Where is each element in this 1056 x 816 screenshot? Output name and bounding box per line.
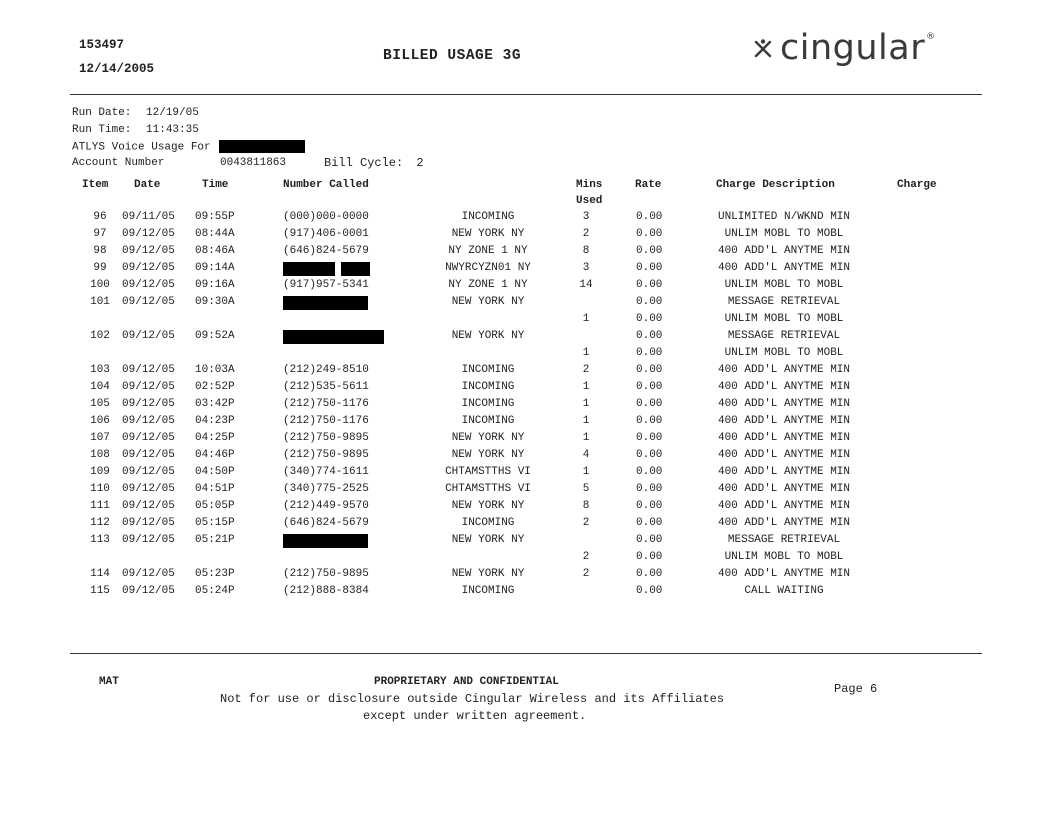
cell-desc: 400 ADD'L ANYTME MIN [717,517,851,529]
cell-time: 05:23P [195,568,235,580]
cell-desc: 400 ADD'L ANYTME MIN [717,381,851,393]
cell-desc: UNLIMITED N/WKND MIN [717,211,851,223]
run-time-value: 11:43:35 [146,124,199,136]
cell-to: INCOMING [461,398,515,410]
cell-mins: 1 [582,347,590,359]
table-row [0,228,1056,245]
bill-cycle-value: 2 [416,156,424,170]
footer-disclaimer-line2: except under written agreement. [363,709,587,723]
cell-number: (917)406-0001 [283,228,369,240]
column-header-rate: Rate [635,179,662,191]
cell-rate: 0.00 [636,432,663,444]
cell-to: NEW YORK NY [451,500,525,512]
cell-rate: 0.00 [636,398,663,410]
cell-desc: 400 ADD'L ANYTME MIN [717,500,851,512]
cell-number: (212)535-5611 [283,381,369,393]
cell-item: 96 [93,211,107,223]
voice-usage-line [72,140,305,153]
cell-rate: 0.00 [636,483,663,495]
cell-rate: 0.00 [636,262,663,274]
cell-rate: 0.00 [636,381,663,393]
page-number: Page 6 [834,682,878,696]
cell-mins: 1 [582,313,590,325]
cell-mins: 1 [582,381,590,393]
cell-rate: 0.00 [636,466,663,478]
cell-desc: 400 ADD'L ANYTME MIN [717,398,851,410]
table-row [0,398,1056,415]
cell-item: 113 [90,534,110,546]
cell-mins: 8 [582,500,590,512]
table-row [0,449,1056,466]
cell-desc: MESSAGE RETRIEVAL [727,534,841,546]
cell-date: 09/12/05 [122,279,175,291]
redaction-bar [219,140,305,153]
cell-item: 100 [90,279,110,291]
document-date: 12/14/2005 [79,62,155,76]
cell-time: 05:21P [195,534,235,546]
cell-rate: 0.00 [636,585,663,597]
cell-number: (340)774-1611 [283,466,369,478]
footer-title: PROPRIETARY AND CONFIDENTIAL [374,676,559,688]
cell-to: INCOMING [461,211,515,223]
cell-time: 08:44A [195,228,235,240]
cell-item: 105 [90,398,110,410]
cell-to: CHTAMSTTHS VI [445,483,531,495]
table-row [0,364,1056,381]
cell-mins: 1 [582,398,590,410]
cell-number: (212)888-8384 [283,585,369,597]
redaction-bar [283,296,368,310]
table-row [0,296,1056,313]
cell-time: 09:52A [195,330,235,342]
table-row [0,262,1056,279]
cell-time: 04:23P [195,415,235,427]
redaction-bar [341,262,370,276]
cell-to: INCOMING [461,517,515,529]
cell-number: (340)775-2525 [283,483,369,495]
cell-desc: UNLIM MOBL TO MOBL [724,279,844,291]
cell-item: 107 [90,432,110,444]
cell-mins: 2 [582,551,590,563]
cell-to: INCOMING [461,415,515,427]
cell-mins: 2 [582,364,590,376]
footer-divider [70,653,982,654]
cell-number: (212)750-9895 [283,449,369,461]
cell-time: 09:55P [195,211,235,223]
cell-item: 108 [90,449,110,461]
cell-rate: 0.00 [636,500,663,512]
cell-rate: 0.00 [636,296,663,308]
cell-date: 09/12/05 [122,517,175,529]
cell-date: 09/12/05 [122,483,175,495]
footer-disclaimer-line1: Not for use or disclosure outside Cingular Wireless and its Affiliates [220,692,725,706]
cell-number: (646)824-5679 [283,517,369,529]
cell-number: (212)750-1176 [283,398,369,410]
cell-to: NY ZONE 1 NY [448,279,528,291]
redaction-bar [283,262,335,276]
cell-to: NEW YORK NY [451,449,525,461]
cingular-logo [752,26,935,70]
cell-to: NEW YORK NY [451,296,525,308]
table-row [0,313,1056,330]
cell-number: (646)824-5679 [283,245,369,257]
cell-time: 09:30A [195,296,235,308]
cell-item: 110 [90,483,110,495]
cell-item: 101 [90,296,110,308]
cell-rate: 0.00 [636,449,663,461]
column-header-number-called: Number Called [283,179,369,191]
registered-mark: ® [926,32,936,42]
cell-time: 03:42P [195,398,235,410]
cell-item: 104 [90,381,110,393]
cell-desc: 400 ADD'L ANYTME MIN [717,466,851,478]
footer-mat: MAT [99,676,119,688]
cingular-jack-icon [752,38,774,60]
cell-desc: 400 ADD'L ANYTME MIN [717,449,851,461]
cell-date: 09/12/05 [122,364,175,376]
cell-rate: 0.00 [636,279,663,291]
cell-to: NWYRCYZN01 NY [445,262,531,274]
cell-desc: MESSAGE RETRIEVAL [727,330,841,342]
cell-rate: 0.00 [636,245,663,257]
column-header-time: Time [202,179,229,191]
table-row [0,500,1056,517]
cell-item: 102 [90,330,110,342]
cell-mins: 2 [582,568,590,580]
cell-time: 04:50P [195,466,235,478]
cell-mins: 1 [582,466,590,478]
bill-cycle-label: Bill Cycle: [324,156,404,170]
cell-date: 09/12/05 [122,449,175,461]
table-row [0,279,1056,296]
cell-date: 09/12/05 [122,585,175,597]
cell-item: 103 [90,364,110,376]
table-row [0,585,1056,602]
table-row [0,483,1056,500]
cell-mins: 3 [582,262,590,274]
column-header-used: Used [576,195,603,207]
cell-time: 10:03A [195,364,235,376]
cell-number: (212)449-9570 [283,500,369,512]
cell-to: NEW YORK NY [451,534,525,546]
cell-to: NEW YORK NY [451,228,525,240]
voice-usage-label: ATLYS Voice Usage For [72,141,211,154]
cell-desc: MESSAGE RETRIEVAL [727,296,841,308]
cell-number: (212)750-1176 [283,415,369,427]
cell-time: 04:25P [195,432,235,444]
table-row [0,517,1056,534]
cell-item: 111 [90,500,110,512]
run-time-label: Run Time: [72,124,132,136]
cell-to: NY ZONE 1 NY [448,245,528,257]
cell-to: NEW YORK NY [451,432,525,444]
table-row [0,415,1056,432]
cell-item: 98 [93,245,107,257]
run-date-value: 12/19/05 [146,107,199,119]
run-time-line [72,124,199,136]
cell-time: 04:51P [195,483,235,495]
column-header-mins: Mins [576,179,603,191]
account-number-value: 0043811863 [220,157,287,169]
cell-item: 114 [90,568,110,580]
cell-to: NEW YORK NY [451,568,525,580]
cell-time: 05:24P [195,585,235,597]
table-row [0,381,1056,398]
cell-date: 09/12/05 [122,568,175,580]
account-number-label: Account Number [72,157,165,169]
cell-item: 106 [90,415,110,427]
redaction-bar [283,534,368,548]
cell-rate: 0.00 [636,551,663,563]
cell-rate: 0.00 [636,415,663,427]
cell-desc: UNLIM MOBL TO MOBL [724,551,844,563]
cell-mins: 14 [579,279,593,291]
cell-desc: 400 ADD'L ANYTME MIN [717,415,851,427]
cell-number: (212)750-9895 [283,432,369,444]
cell-date: 09/12/05 [122,432,175,444]
cell-mins: 2 [582,228,590,240]
cell-desc: 400 ADD'L ANYTME MIN [717,245,851,257]
cell-to: INCOMING [461,364,515,376]
cell-rate: 0.00 [636,211,663,223]
cell-item: 115 [90,585,110,597]
header-divider [70,94,982,95]
logo-wordmark: cingular [780,28,926,68]
cell-mins: 2 [582,517,590,529]
cell-desc: UNLIM MOBL TO MOBL [724,228,844,240]
table-row [0,534,1056,551]
cell-date: 09/11/05 [122,211,175,223]
cell-desc: CALL WAITING [744,585,824,597]
cell-time: 04:46P [195,449,235,461]
cell-date: 09/12/05 [122,398,175,410]
cell-rate: 0.00 [636,364,663,376]
table-row [0,432,1056,449]
cell-date: 09/12/05 [122,500,175,512]
cell-rate: 0.00 [636,228,663,240]
cell-time: 05:05P [195,500,235,512]
cell-item: 112 [90,517,110,529]
cell-desc: UNLIM MOBL TO MOBL [724,347,844,359]
cell-item: 99 [93,262,107,274]
cell-mins: 8 [582,245,590,257]
cell-desc: 400 ADD'L ANYTME MIN [717,364,851,376]
cell-time: 08:46A [195,245,235,257]
cell-date: 09/12/05 [122,245,175,257]
cell-desc: 400 ADD'L ANYTME MIN [717,568,851,580]
column-header-item: Item [82,179,109,191]
table-row [0,245,1056,262]
cell-desc: 400 ADD'L ANYTME MIN [717,262,851,274]
cell-mins: 3 [582,211,590,223]
cell-to: NEW YORK NY [451,330,525,342]
cell-time: 09:14A [195,262,235,274]
cell-date: 09/12/05 [122,228,175,240]
table-row [0,551,1056,568]
column-header-date: Date [134,179,161,191]
cell-number: (000)000-0000 [283,211,369,223]
cell-time: 05:15P [195,517,235,529]
cell-number: (212)249-8510 [283,364,369,376]
cell-mins: 1 [582,432,590,444]
cell-date: 09/12/05 [122,534,175,546]
table-row [0,347,1056,364]
cell-rate: 0.00 [636,313,663,325]
cell-to: INCOMING [461,585,515,597]
cell-rate: 0.00 [636,347,663,359]
bill-cycle [324,156,424,170]
cell-time: 09:16A [195,279,235,291]
cell-rate: 0.00 [636,330,663,342]
cell-desc: 400 ADD'L ANYTME MIN [717,432,851,444]
run-date-label: Run Date: [72,107,132,119]
run-date-line [72,107,199,119]
cell-mins: 5 [582,483,590,495]
cell-to: INCOMING [461,381,515,393]
cell-date: 09/12/05 [122,381,175,393]
cell-item: 97 [93,228,107,240]
cell-to: CHTAMSTTHS VI [445,466,531,478]
cell-mins: 4 [582,449,590,461]
cell-item: 109 [90,466,110,478]
cell-mins: 1 [582,415,590,427]
cell-desc: 400 ADD'L ANYTME MIN [717,483,851,495]
table-row [0,568,1056,585]
cell-date: 09/12/05 [122,296,175,308]
cell-desc: UNLIM MOBL TO MOBL [724,313,844,325]
cell-number: (212)750-9895 [283,568,369,580]
redaction-bar [283,330,384,344]
table-row [0,466,1056,483]
cell-rate: 0.00 [636,534,663,546]
cell-date: 09/12/05 [122,262,175,274]
column-header-charge: Charge [897,179,937,191]
cell-rate: 0.00 [636,568,663,580]
cell-date: 09/12/05 [122,330,175,342]
column-header-charge-description: Charge Description [716,179,835,191]
page-title: BILLED USAGE 3G [383,48,522,64]
cell-rate: 0.00 [636,517,663,529]
cell-number: (917)957-5341 [283,279,369,291]
cell-date: 09/12/05 [122,415,175,427]
table-row [0,330,1056,347]
cell-time: 02:52P [195,381,235,393]
cell-date: 09/12/05 [122,466,175,478]
table-row [0,211,1056,228]
document-id: 153497 [79,38,125,52]
